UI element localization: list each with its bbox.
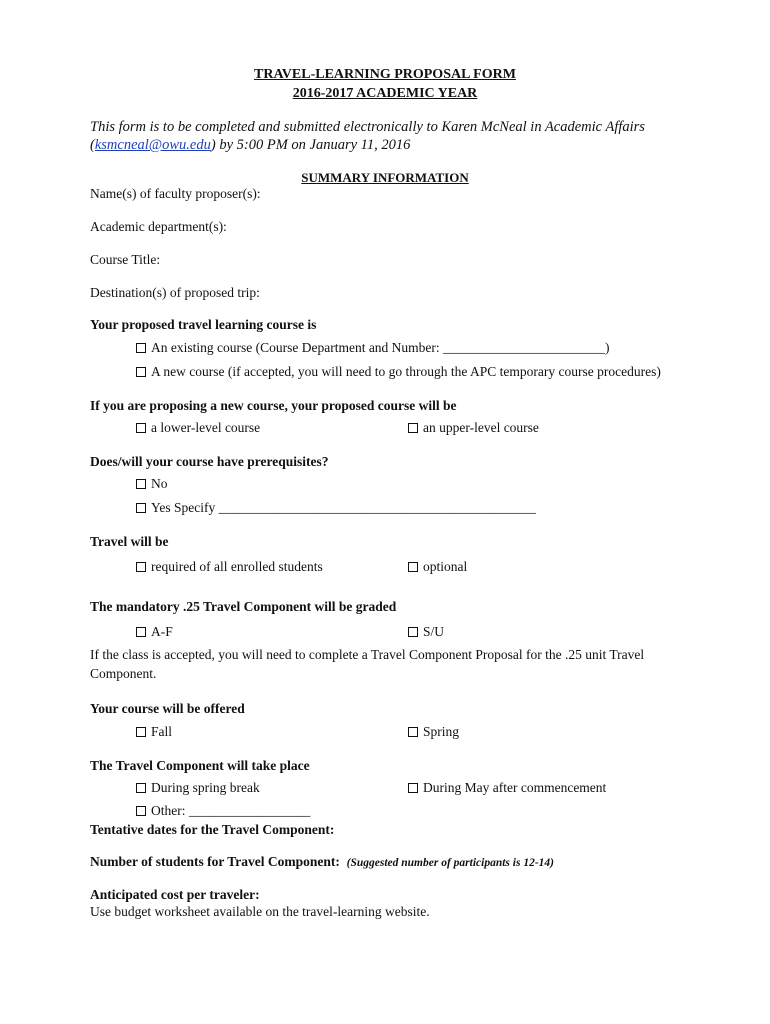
travel-optional-label: optional [423, 559, 468, 574]
students-label: Number of students for Travel Component: [90, 854, 340, 869]
existing-course-checkbox[interactable] [136, 343, 146, 353]
travel-required-label: required of all enrolled students [151, 559, 323, 574]
spring-label: Spring [423, 724, 460, 739]
grading-note: If the class is accepted, you will need to complete a Travel Component Proposal for the .25 unit Travel Component. [90, 647, 645, 681]
travel-optional-option[interactable] [408, 559, 467, 575]
new-course-label: A new course (if accepted, you will need to go through the APC temporary course procedures) [151, 364, 661, 379]
existing-course-option[interactable] [136, 340, 610, 356]
may-label: During May after commencement [423, 780, 607, 795]
travel-question: Travel will be [90, 534, 169, 549]
intro-before: This form is to be completed and submitted electronically to Karen McNeal in Academic Affairs ( [90, 119, 645, 153]
spring-option[interactable] [408, 724, 459, 740]
upper-level-label: an upper-level course [423, 420, 539, 435]
new-course-checkbox[interactable] [136, 367, 146, 377]
travel-required-option[interactable] [136, 559, 323, 575]
department-field-label: Academic department(s): [90, 219, 227, 234]
prereq-no-option[interactable] [136, 476, 168, 492]
prereq-no-label: No [151, 476, 168, 491]
lower-level-label: a lower-level course [151, 420, 261, 435]
spring-break-checkbox[interactable] [136, 783, 146, 793]
course-type-question: Your proposed travel learning course is [90, 317, 317, 332]
other-timing-option[interactable] [136, 803, 310, 819]
tentative-dates-label: Tentative dates for the Travel Component: [90, 822, 335, 837]
summary-heading: SUMMARY INFORMATION [301, 170, 469, 185]
spring-break-label: During spring break [151, 780, 260, 795]
grading-question: The mandatory .25 Travel Component will be graded [90, 599, 397, 614]
other-timing-checkbox[interactable] [136, 806, 146, 816]
grading-su-option[interactable] [408, 624, 444, 640]
prereq-no-checkbox[interactable] [136, 479, 146, 489]
fall-checkbox[interactable] [136, 727, 146, 737]
students-row [90, 854, 554, 870]
faculty-field-label: Name(s) of faculty proposer(s): [90, 186, 261, 201]
offered-question: Your course will be offered [90, 701, 245, 716]
prereq-yes-option[interactable] [136, 500, 536, 516]
students-note: (Suggested number of participants is 12-14) [346, 857, 554, 869]
intro-text [90, 118, 690, 154]
lower-level-checkbox[interactable] [136, 423, 146, 433]
other-timing-label: Other: __________________ [151, 803, 311, 818]
prereq-yes-label: Yes Specify _______________________________________________ [151, 500, 536, 515]
grading-su-label: S/U [423, 624, 445, 639]
fall-option[interactable] [136, 724, 172, 740]
grading-su-checkbox[interactable] [408, 627, 418, 637]
course-title-field-label: Course Title: [90, 252, 161, 267]
existing-course-label: An existing course (Course Department and Number: ________________________) [151, 340, 610, 355]
spring-checkbox[interactable] [408, 727, 418, 737]
grading-af-option[interactable] [136, 624, 173, 640]
intro-after: ) by 5:00 PM on January 11, 2016 [210, 137, 411, 153]
lower-level-option[interactable] [136, 420, 260, 436]
cost-label: Anticipated cost per traveler: [90, 887, 260, 902]
timing-question: The Travel Component will take place [90, 758, 310, 773]
academic-year: 2016-2017 ACADEMIC YEAR [292, 86, 478, 101]
prereq-yes-checkbox[interactable] [136, 503, 146, 513]
spring-break-option[interactable] [136, 780, 260, 796]
upper-level-option[interactable] [408, 420, 539, 436]
travel-required-checkbox[interactable] [136, 562, 146, 572]
cost-note: Use budget worksheet available on the travel-learning website. [90, 904, 430, 919]
fall-label: Fall [151, 724, 173, 739]
grading-af-label: A-F [151, 624, 173, 639]
may-checkbox[interactable] [408, 783, 418, 793]
email-link[interactable]: ksmcneal@owu.edu [94, 137, 211, 153]
travel-optional-checkbox[interactable] [408, 562, 418, 572]
destination-field-label: Destination(s) of proposed trip: [90, 285, 260, 300]
new-course-option[interactable] [136, 364, 661, 380]
form-title: TRAVEL-LEARNING PROPOSAL FORM [254, 67, 516, 82]
prereq-question: Does/will your course have prerequisites? [90, 454, 329, 469]
grading-af-checkbox[interactable] [136, 627, 146, 637]
upper-level-checkbox[interactable] [408, 423, 418, 433]
course-level-question: If you are proposing a new course, your proposed course will be [90, 398, 457, 413]
may-option[interactable] [408, 780, 606, 796]
